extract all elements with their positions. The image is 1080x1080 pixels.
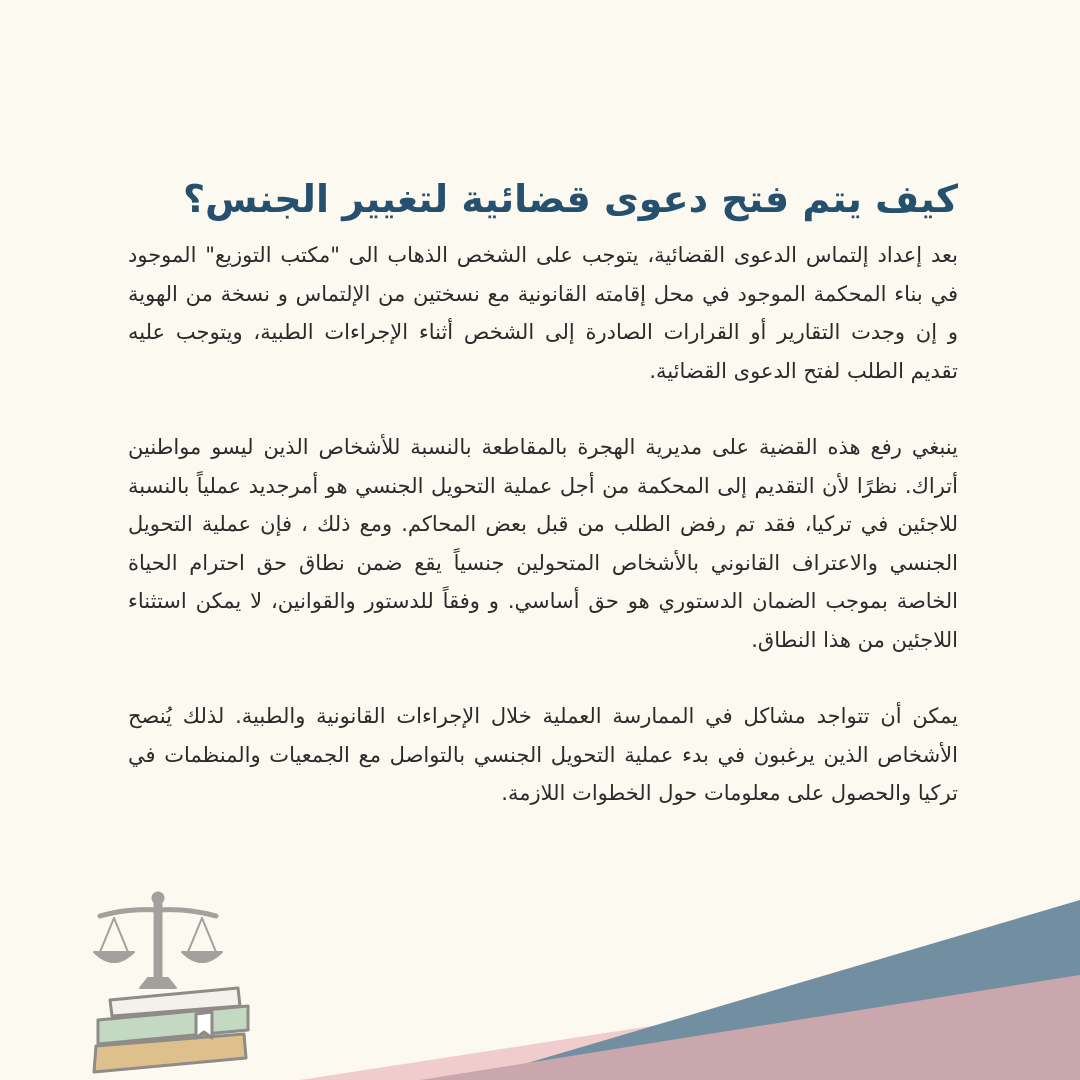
paragraph-refugees: ينبغي رفع هذه القضية على مديرية الهجرة بالمقاطعة بالنسبة للأشخاص الذين ليسو مواطنين أتراك. نظرًا لأن التقديم إلى المحكمة من أجل عملية التحويل الجنسي هو أمرجديد عملياً بالنسبة للاجئين في تركيا، فقد تم رفض الطلب من قبل بعض المحاكم. ومع ذلك ، فإن عملية التحويل الجنسي والاعتراف القانوني بالأشخاص المتحولين جنسياً يقع ضمن نطاق حق احترام الحياة الخاصة بموجب الضمان الدستوري هو حق أساسي. و وفقاً للدستور والقوانين، لا يمكن استثناء اللاجئين من هذا النطاق. [128,435,958,652]
books-icon [94,988,248,1072]
paragraph-court-application: بعد إعداد إلتماس الدعوى القضائية، يتوجب على الشخص الذهاب الى "مكتب التوزيع" الموجود في بناء المحكمة الموجود في محل إقامته القانونية مع نسختين من الإلتماس و نسخة من الهوية و إن وجدت التقارير أو القرارات الصادرة إلى الشخص أثناء الإجراءات الطبية، ويتوجب عليه تقديم الطلب لفتح الدعوى القضائية. [128,243,958,383]
scales-of-justice-on-books-icon [88,888,258,1080]
paragraph-advice: يمكن أن تتواجد مشاكل في الممارسة العملية خلال الإجراءات القانونية والطبية. لذلك يُنصح الأشخاص الذين يرغبون في بدء عملية التحويل الجنسي بالتواصل مع الجمعيات والمنظمات في تركيا والحصول على معلومات حول الخطوات اللازمة. [128,704,958,805]
page-title: كيف يتم فتح دعوى قضائية لتغيير الجنس؟ [183,177,958,221]
scales-icon [94,892,222,988]
article-content [128,168,958,813]
mauve-diagonal-band [420,975,1080,1080]
